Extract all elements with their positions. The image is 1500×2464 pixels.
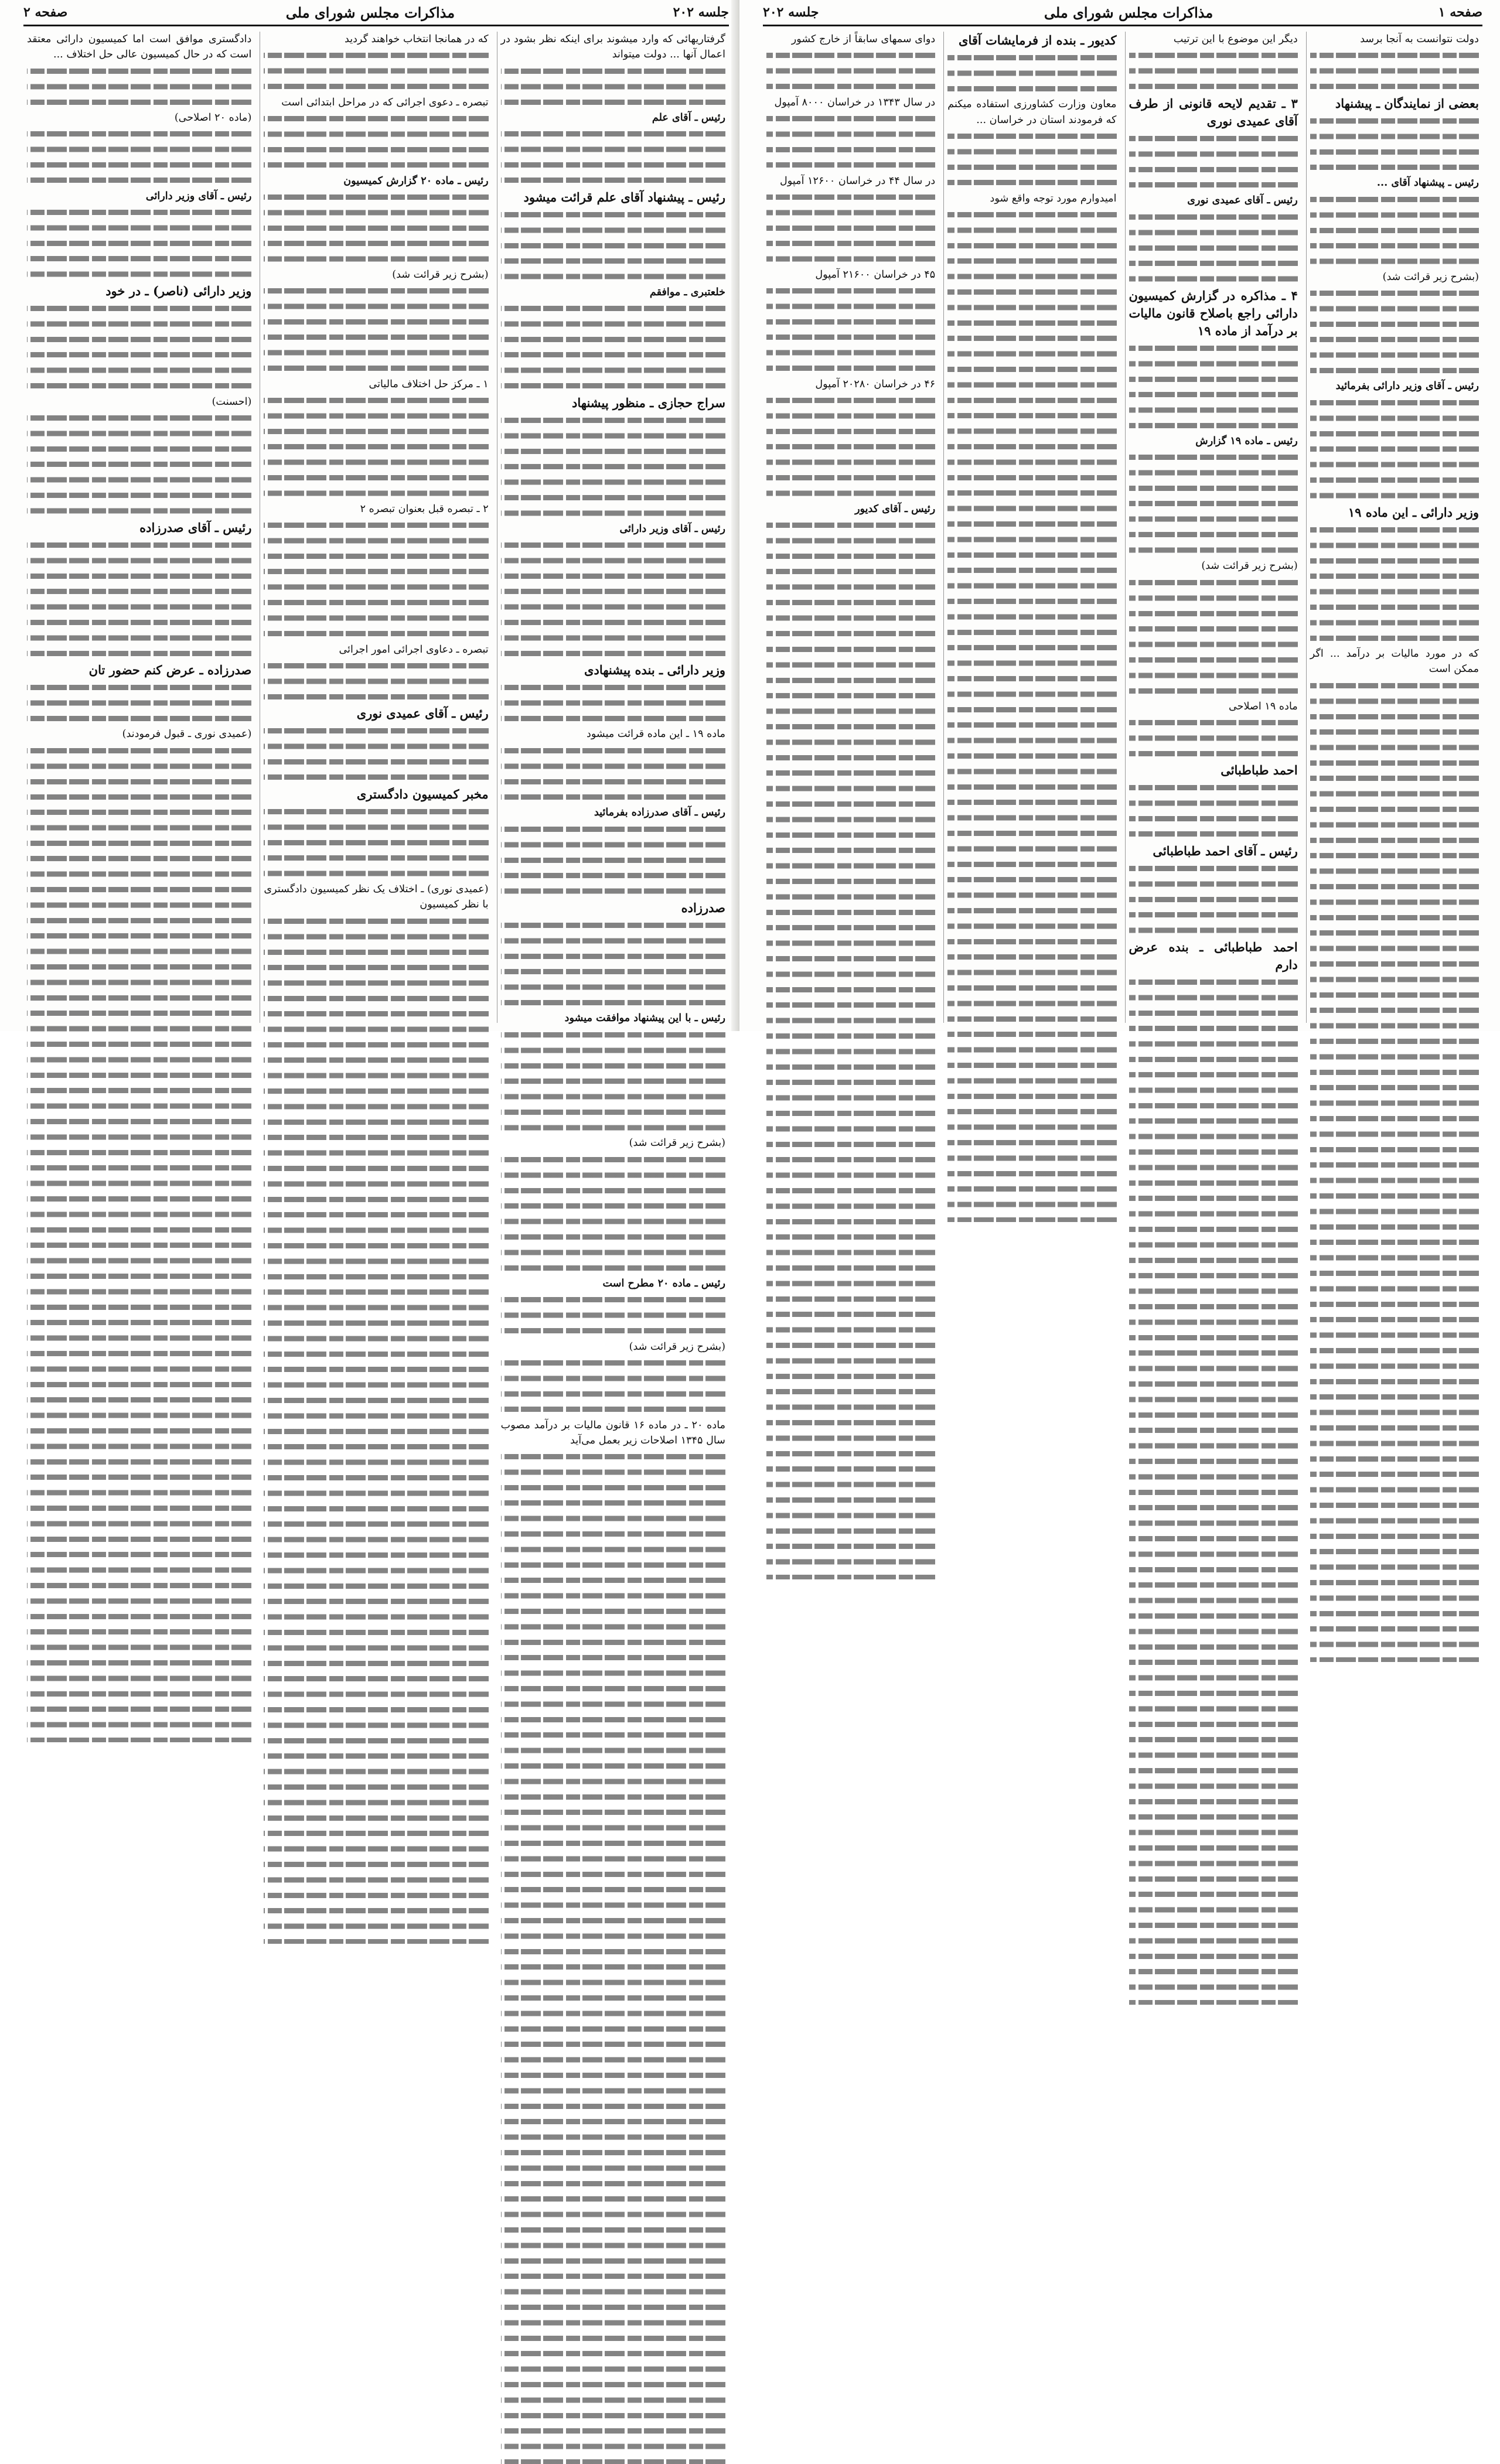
illegible-text-block <box>766 518 935 641</box>
paragraph: در سال ۱۳۴۳ در خراسان ۸۰۰۰ آمپول <box>774 96 936 108</box>
illegible-text-block <box>1310 114 1479 176</box>
paragraph: ۴۶ در خراسان ۲۰۲۸۰ آمپول <box>815 378 936 390</box>
illegible-text-block <box>947 207 1116 285</box>
illegible-text-block <box>27 743 251 806</box>
illegible-text-block <box>501 743 725 806</box>
illegible-text-block <box>1129 780 1298 842</box>
section-heading: رئیس ـ پیشنهاد آقای علم قرائت میشود <box>523 190 725 204</box>
illegible-text-block <box>1129 210 1298 287</box>
page-number: صفحه ۱ <box>1438 5 1482 20</box>
illegible-text-block <box>501 64 725 110</box>
illegible-text-block <box>1310 523 1479 646</box>
left-page-header <box>23 0 729 26</box>
illegible-text-block <box>27 301 251 394</box>
section-heading: رئیس ـ آقای احمد طباطبائی <box>1153 843 1298 858</box>
illegible-text-block <box>501 822 725 899</box>
paragraph: ماده ۱۹ اصلاحی <box>1228 700 1298 712</box>
illegible-text-block <box>27 64 251 110</box>
illegible-text-block <box>501 1527 725 2464</box>
speaker-line: رئیس ـ آقای صدرزاده بفرمائید <box>594 806 725 819</box>
section-heading: احمد طباطبائی <box>1221 763 1298 778</box>
illegible-text-block <box>1310 725 1479 1662</box>
illegible-text-block <box>1129 341 1298 434</box>
right-page-header <box>763 0 1482 26</box>
speaker-line: رئیس ـ پیشنهاد آقای ... <box>1376 176 1479 189</box>
section-heading: صدرزاده <box>681 900 725 915</box>
section-heading: صدرزاده ـ عرض کنم حضور تان <box>88 663 252 678</box>
illegible-text-block <box>264 393 488 501</box>
paragraph: در سال ۴۴ در خراسان ۱۲۶۰۰ آمپول <box>779 175 936 187</box>
section-heading: رئیس ـ آقای عمیدی نوری <box>356 706 489 721</box>
illegible-text-block <box>947 129 1116 191</box>
illegible-text-block <box>1129 861 1298 938</box>
section-heading: وزیر دارائی ـ این ماده ۱۹ <box>1348 504 1479 520</box>
section-heading: رئیس ـ آقای صدرزاده <box>139 520 252 535</box>
illegible-text-block <box>1129 715 1298 762</box>
paragraph: ۱ ـ مرکز حل اختلاف مالیاتی <box>369 378 489 390</box>
illegible-text-block <box>264 190 488 267</box>
paragraph: ماده ۲۰ ـ در ماده ۱۶ قانون مالیات بر درآمد مصوب سال ۱۳۴۵ اصلاحات زیر بعمل می‌آید <box>500 1419 725 1446</box>
illegible-text-block <box>501 413 725 521</box>
column <box>497 32 729 1446</box>
illegible-text-block <box>264 111 488 173</box>
illegible-text-block <box>766 642 935 1579</box>
illegible-text-block <box>1129 450 1298 558</box>
paragraph: (بشرح زیر قرائت شد) <box>1382 271 1479 283</box>
illegible-text-block <box>766 48 935 94</box>
session-label: جلسه ۲۰۲ <box>673 5 729 20</box>
paragraph: گرفتاریهائی که وارد میشوند برای اینکه نظر بشود در اعمال آنها ... دولت میتواند <box>500 33 725 61</box>
paragraph: که در همانجا انتخاب خواهند گردید <box>345 33 489 45</box>
illegible-text-block <box>264 1006 488 1944</box>
column <box>763 32 939 1023</box>
paragraph: (بشرح زیر قرائت شد) <box>629 1137 725 1149</box>
paragraph: دیگر این موضوع با این ترتیب <box>1173 33 1298 45</box>
illegible-text-block <box>1129 48 1298 94</box>
illegible-text-block <box>501 1449 725 1527</box>
speaker-line: خلعتبری ـ موافقم <box>649 286 725 298</box>
column <box>1306 32 1482 1023</box>
column <box>1125 32 1301 1023</box>
illegible-text-block <box>264 658 488 705</box>
paragraph: (بشرح زیر قرائت شد) <box>629 1340 725 1353</box>
illegible-text-block <box>264 48 488 94</box>
illegible-text-block <box>501 207 725 285</box>
column <box>260 32 492 1023</box>
paragraph: (بشرح زیر قرائت شد) <box>392 269 489 281</box>
paragraph: ۴۵ در خراسان ۲۱۶۰۰ آمپول <box>815 269 936 281</box>
speaker-line: رئیس ـ آقای علم <box>652 111 725 124</box>
illegible-text-block <box>1310 48 1479 94</box>
paragraph: (عمیدی نوری ـ قبول فرمودند) <box>122 728 252 740</box>
illegible-text-block <box>264 518 488 641</box>
paragraph: دوای سمهای سابقاً از خارج کشور <box>791 33 936 45</box>
section-heading: وزیر دارائی (ناصر) ـ در خود <box>105 284 252 299</box>
speaker-line: رئیس ـ ماده ۱۹ گزارش <box>1195 434 1298 447</box>
right-page <box>739 0 1500 1031</box>
column <box>23 32 255 1023</box>
speaker-line: رئیس ـ آقای وزیر دارائی <box>145 190 252 202</box>
page-title: مذاکرات مجلس شورای ملی <box>285 4 455 21</box>
section-heading: مخبر کمیسیون دادگستری <box>356 786 489 801</box>
illegible-text-block <box>501 918 725 1011</box>
illegible-text-block <box>264 284 488 376</box>
session-label: جلسه ۲۰۲ <box>763 5 819 20</box>
right-page-columns <box>763 32 1482 1023</box>
page-number: صفحه ۲ <box>23 5 68 20</box>
illegible-text-block <box>264 723 488 786</box>
illegible-text-block <box>501 680 725 726</box>
illegible-text-block <box>1129 975 1298 1067</box>
column <box>943 32 1120 1023</box>
paragraph: دولت نتوانست به آنجا برسد <box>1360 33 1479 45</box>
illegible-text-block <box>501 1292 725 1339</box>
section-heading: کدیور ـ بنده از فرمایشات آقای <box>959 33 1117 47</box>
speaker-line: رئیس ـ ماده ۲۰ گزارش کمیسیون <box>343 174 489 187</box>
paragraph: (ماده ۲۰ اصلاحی) <box>174 112 252 124</box>
illegible-text-block <box>1310 286 1479 378</box>
illegible-text-block <box>27 205 251 282</box>
illegible-text-block <box>501 1152 725 1276</box>
paragraph: دادگستری موافق است اما کمیسیون دارائی معتقد است که در حال کمیسیون عالی حل اختلاف ... <box>27 33 252 61</box>
illegible-text-block <box>1129 575 1298 699</box>
speaker-line: رئیس ـ آقای کدیور <box>855 503 936 515</box>
illegible-text-block <box>27 805 251 1742</box>
paragraph: ۲ ـ تبصره قبل بعنوان تبصره ۲ <box>360 503 489 515</box>
illegible-text-block <box>766 111 935 173</box>
illegible-text-block <box>264 804 488 882</box>
speaker-line: رئیس ـ ماده ۲۰ مطرح است <box>602 1277 725 1289</box>
page-title: مذاکرات مجلس شورای ملی <box>1044 4 1213 21</box>
speaker-line: رئیس ـ با این پیشنهاد موافقت میشود <box>564 1012 725 1025</box>
illegible-text-block <box>1310 192 1479 269</box>
illegible-text-block <box>264 914 488 1006</box>
speaker-line: رئیس ـ آقای وزیر دارائی <box>619 522 725 535</box>
illegible-text-block <box>501 1028 725 1136</box>
speaker-line: رئیس ـ آقای وزیر دارائی بفرمائید <box>1335 380 1479 393</box>
paragraph: امیدوارم مورد توجه واقع شود <box>990 192 1117 204</box>
illegible-text-block <box>27 538 251 661</box>
section-heading: سراج حجازی ـ منظور پیشنهاد <box>572 395 725 410</box>
illegible-text-block <box>947 50 1116 97</box>
illegible-text-block <box>766 190 935 267</box>
illegible-text-block <box>947 285 1116 1222</box>
illegible-text-block <box>1310 678 1479 725</box>
illegible-text-block <box>27 411 251 519</box>
illegible-text-block <box>1129 131 1298 193</box>
illegible-text-block <box>1310 395 1479 504</box>
illegible-text-block <box>501 538 725 661</box>
paragraph: (احسنت) <box>212 395 252 408</box>
section-heading: احمد طباطبائی ـ بنده عرض دارم <box>1129 939 1298 972</box>
illegible-text-block <box>501 1356 725 1418</box>
paragraph: تبصره ـ دعوی اجرائی که در مراحل ابتدائی است <box>281 96 489 108</box>
paragraph: (بشرح زیر قرائت شد) <box>1201 560 1298 572</box>
paragraph: که در مورد مالیات بر درآمد ... اگر ممکن است <box>1310 647 1479 675</box>
illegible-text-block <box>766 393 935 501</box>
illegible-text-block <box>766 284 935 376</box>
paragraph: (عمیدی نوری) ـ اختلاف یک نظر کمیسیون دادگستری با نظر کمیسیون <box>264 883 489 911</box>
paragraph: معاون وزارت کشاورزی استفاده میکنم که فرمودند استان در خراسان ... <box>947 98 1117 126</box>
paragraph: ماده ۱۹ ـ این ماده قرائت میشود <box>586 728 725 740</box>
section-heading: وزیر دارائی ـ بنده پیشنهادی <box>584 663 725 678</box>
illegible-text-block <box>27 680 251 726</box>
section-heading: بعضی از نمایندگان ـ پیشنهاد <box>1335 95 1479 111</box>
illegible-text-block <box>27 127 251 189</box>
illegible-text-block <box>501 301 725 394</box>
left-page <box>0 0 739 1446</box>
section-heading: ۳ ـ تقدیم لایحه قانونی از طرف آقای عمیدی نوری <box>1129 95 1298 128</box>
illegible-text-block <box>501 127 725 189</box>
speaker-line: رئیس ـ آقای عمیدی نوری <box>1187 194 1298 207</box>
illegible-text-block <box>1129 1067 1298 2005</box>
section-heading: ۴ ـ مذاکره در گزارش کمیسیون دارائی راجع باصلاح قانون مالیات بر درآمد از ماده ۱۹ <box>1129 288 1298 338</box>
left-page-columns <box>23 32 729 1446</box>
paragraph: تبصره ـ دعاوی اجرائی امور اجرائی <box>339 643 489 656</box>
